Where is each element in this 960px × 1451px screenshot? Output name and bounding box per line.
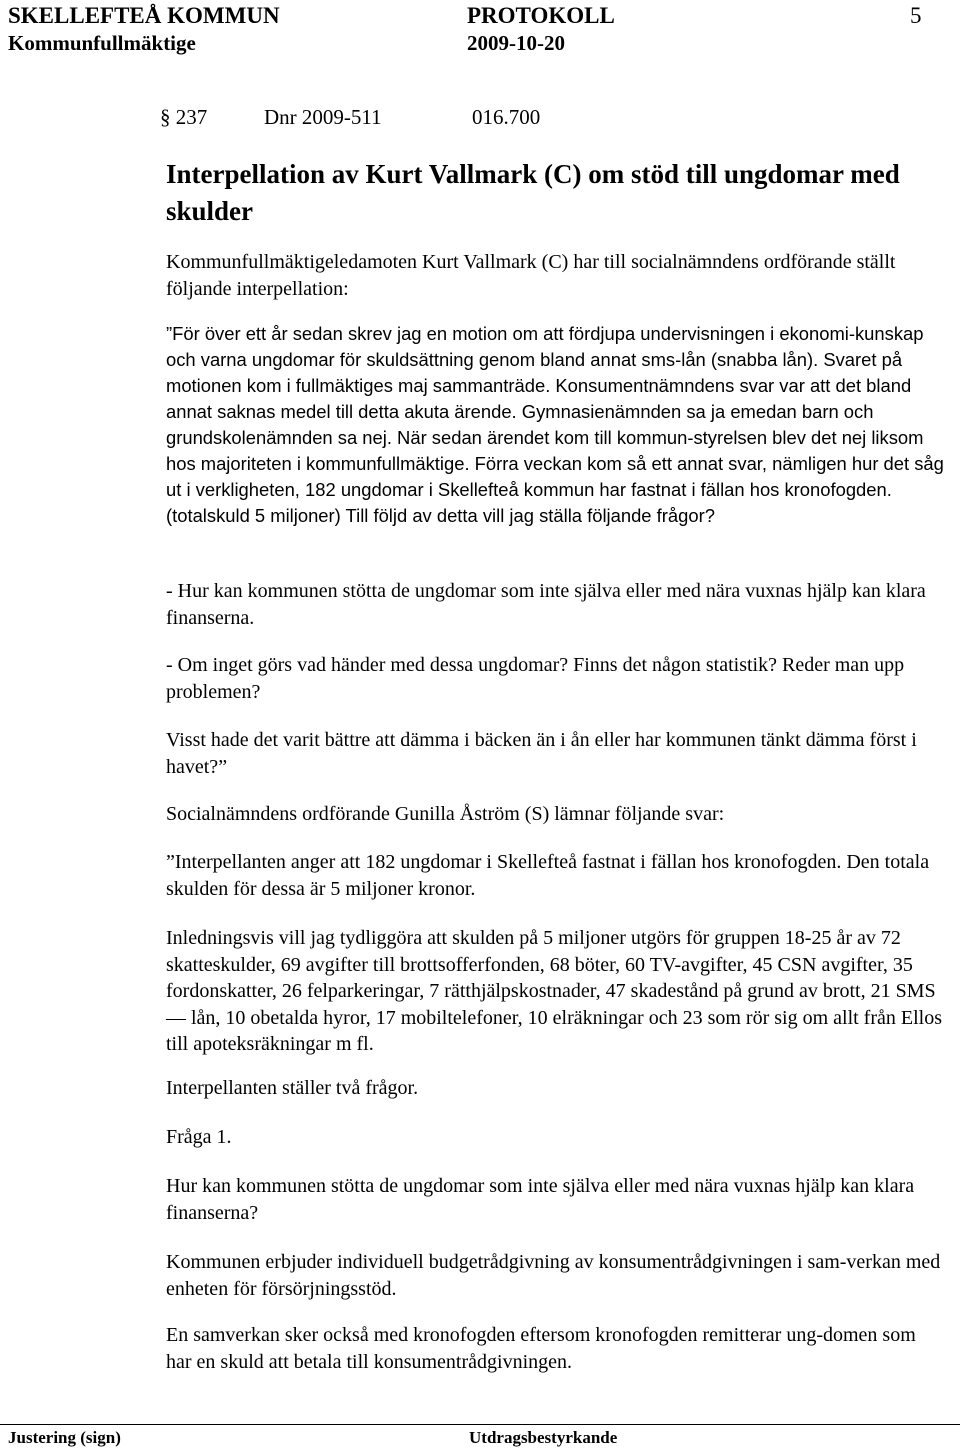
header-body: Kommunfullmäktige <box>8 31 196 55</box>
section-mark: § 237 <box>160 105 208 129</box>
paragraph-answer-4: Kommunen erbjuder individuell budgetrådgivning av konsumentrådgivningen i sam-verkan med enheten för försörjningsstöd. <box>166 1251 941 1300</box>
paragraph-intro: Kommunfullmäktigeledamoten Kurt Vallmark (C) har till socialnämndens ordförande ställt följande interpellation: <box>166 251 896 300</box>
paragraph-question-1: - Hur kan kommunen stötta de ungdomar som inte själva eller med nära vuxnas hjälp kan klara finanserna. <box>166 580 926 629</box>
paragraph-interpellation-quote: ”För över ett år sedan skrev jag en motion om att fördjupa undervisningen i ekonomi-kunskap och varna ungdomar för skuldsättning genom bland annat sms-lån (snabba lån). Svaret på motionen kom i fullmäktiges maj sammanträde. Konsumentnämndens svar var att det bland annat saknas medel till detta akuta ärende. Gymnasienämnden sa ja emedan barn och grundskolenämnden sa nej. När sedan ärendet kom till kommun-styrelsen blev det nej liksom hos majoriteten i kommunfullmäktige. Förra veckan kom så ett annat svar, nämligen hur det såg ut i verkligheten, 182 ungdomar i Skellefteå kommun har fastnat i fällan hos kronofogden.(totalskuld 5 miljoner) Till följd av detta vill jag ställa följande frågor? <box>166 323 944 526</box>
header-doc-type: PROTOKOLL <box>467 3 615 28</box>
paragraph-answer-3: Interpellanten ställer två frågor. <box>166 1077 419 1099</box>
paragraph-answer-1: ”Interpellanten anger att 182 ungdomar i Skellefteå fastnat i fällan hos kronofogden. Den totala skulden för dessa är 5 miljoner kronor. <box>166 851 930 900</box>
footer-rule <box>0 1424 960 1425</box>
header-date: 2009-10-20 <box>467 31 565 55</box>
diary-number: Dnr 2009-511 <box>264 105 382 129</box>
paragraph-closing-quote: Visst hade det varit bättre att dämma i bäcken än i ån eller har kommunen tänkt dämma först i havet?” <box>166 729 917 778</box>
paragraph-question-2: - Om inget görs vad händer med dessa ungdomar? Finns det någon statistik? Reder man upp problemen? <box>166 654 905 703</box>
paragraph-question-text: Hur kan kommunen stötta de ungdomar som inte själva eller med nära vuxnas hjälp kan klara finanserna? <box>166 1175 915 1224</box>
header-org: SKELLEFTEÅ KOMMUN <box>8 3 280 28</box>
paragraph-answer-intro: Socialnämndens ordförande Gunilla Åström (S) lämnar följande svar: <box>166 803 725 825</box>
paragraph-answer-2: Inledningsvis vill jag tydliggöra att skulden på 5 miljoner utgörs för gruppen 18-25 år av 72 skatteskulder, 69 avgifter till brottsofferfonden, 68 böter, 60 TV-avgifter, 45 CSN avgifter, 35 fordonskatter, 26 felparkeringar, 7 rätthjälpskostnader, 47 skadestånd på grund av brott, 21 SMS — lån, 10 obetalda hyror, 17 mobiltelefoner, 10 elräkningar och 23 som rör sig om allt från Ellos till apoteksräkningar m fl. <box>166 927 942 1055</box>
archive-code: 016.700 <box>472 105 541 129</box>
paragraph-question-label: Fråga 1. <box>166 1126 232 1148</box>
header-page-number: 5 <box>910 3 922 28</box>
footer-signature-label: Justering (sign) <box>8 1428 121 1447</box>
footer-extract-label: Utdragsbestyrkande <box>469 1428 618 1447</box>
paragraph-answer-5: En samverkan sker också med kronofogden eftersom kronofogden remitterar ung-domen som har en skuld att betala till konsumentrådgivningen. <box>166 1324 916 1373</box>
section-number-line <box>160 105 540 130</box>
document-title: Interpellation av Kurt Vallmark (C) om stöd till ungdomar med skulder <box>166 159 900 226</box>
